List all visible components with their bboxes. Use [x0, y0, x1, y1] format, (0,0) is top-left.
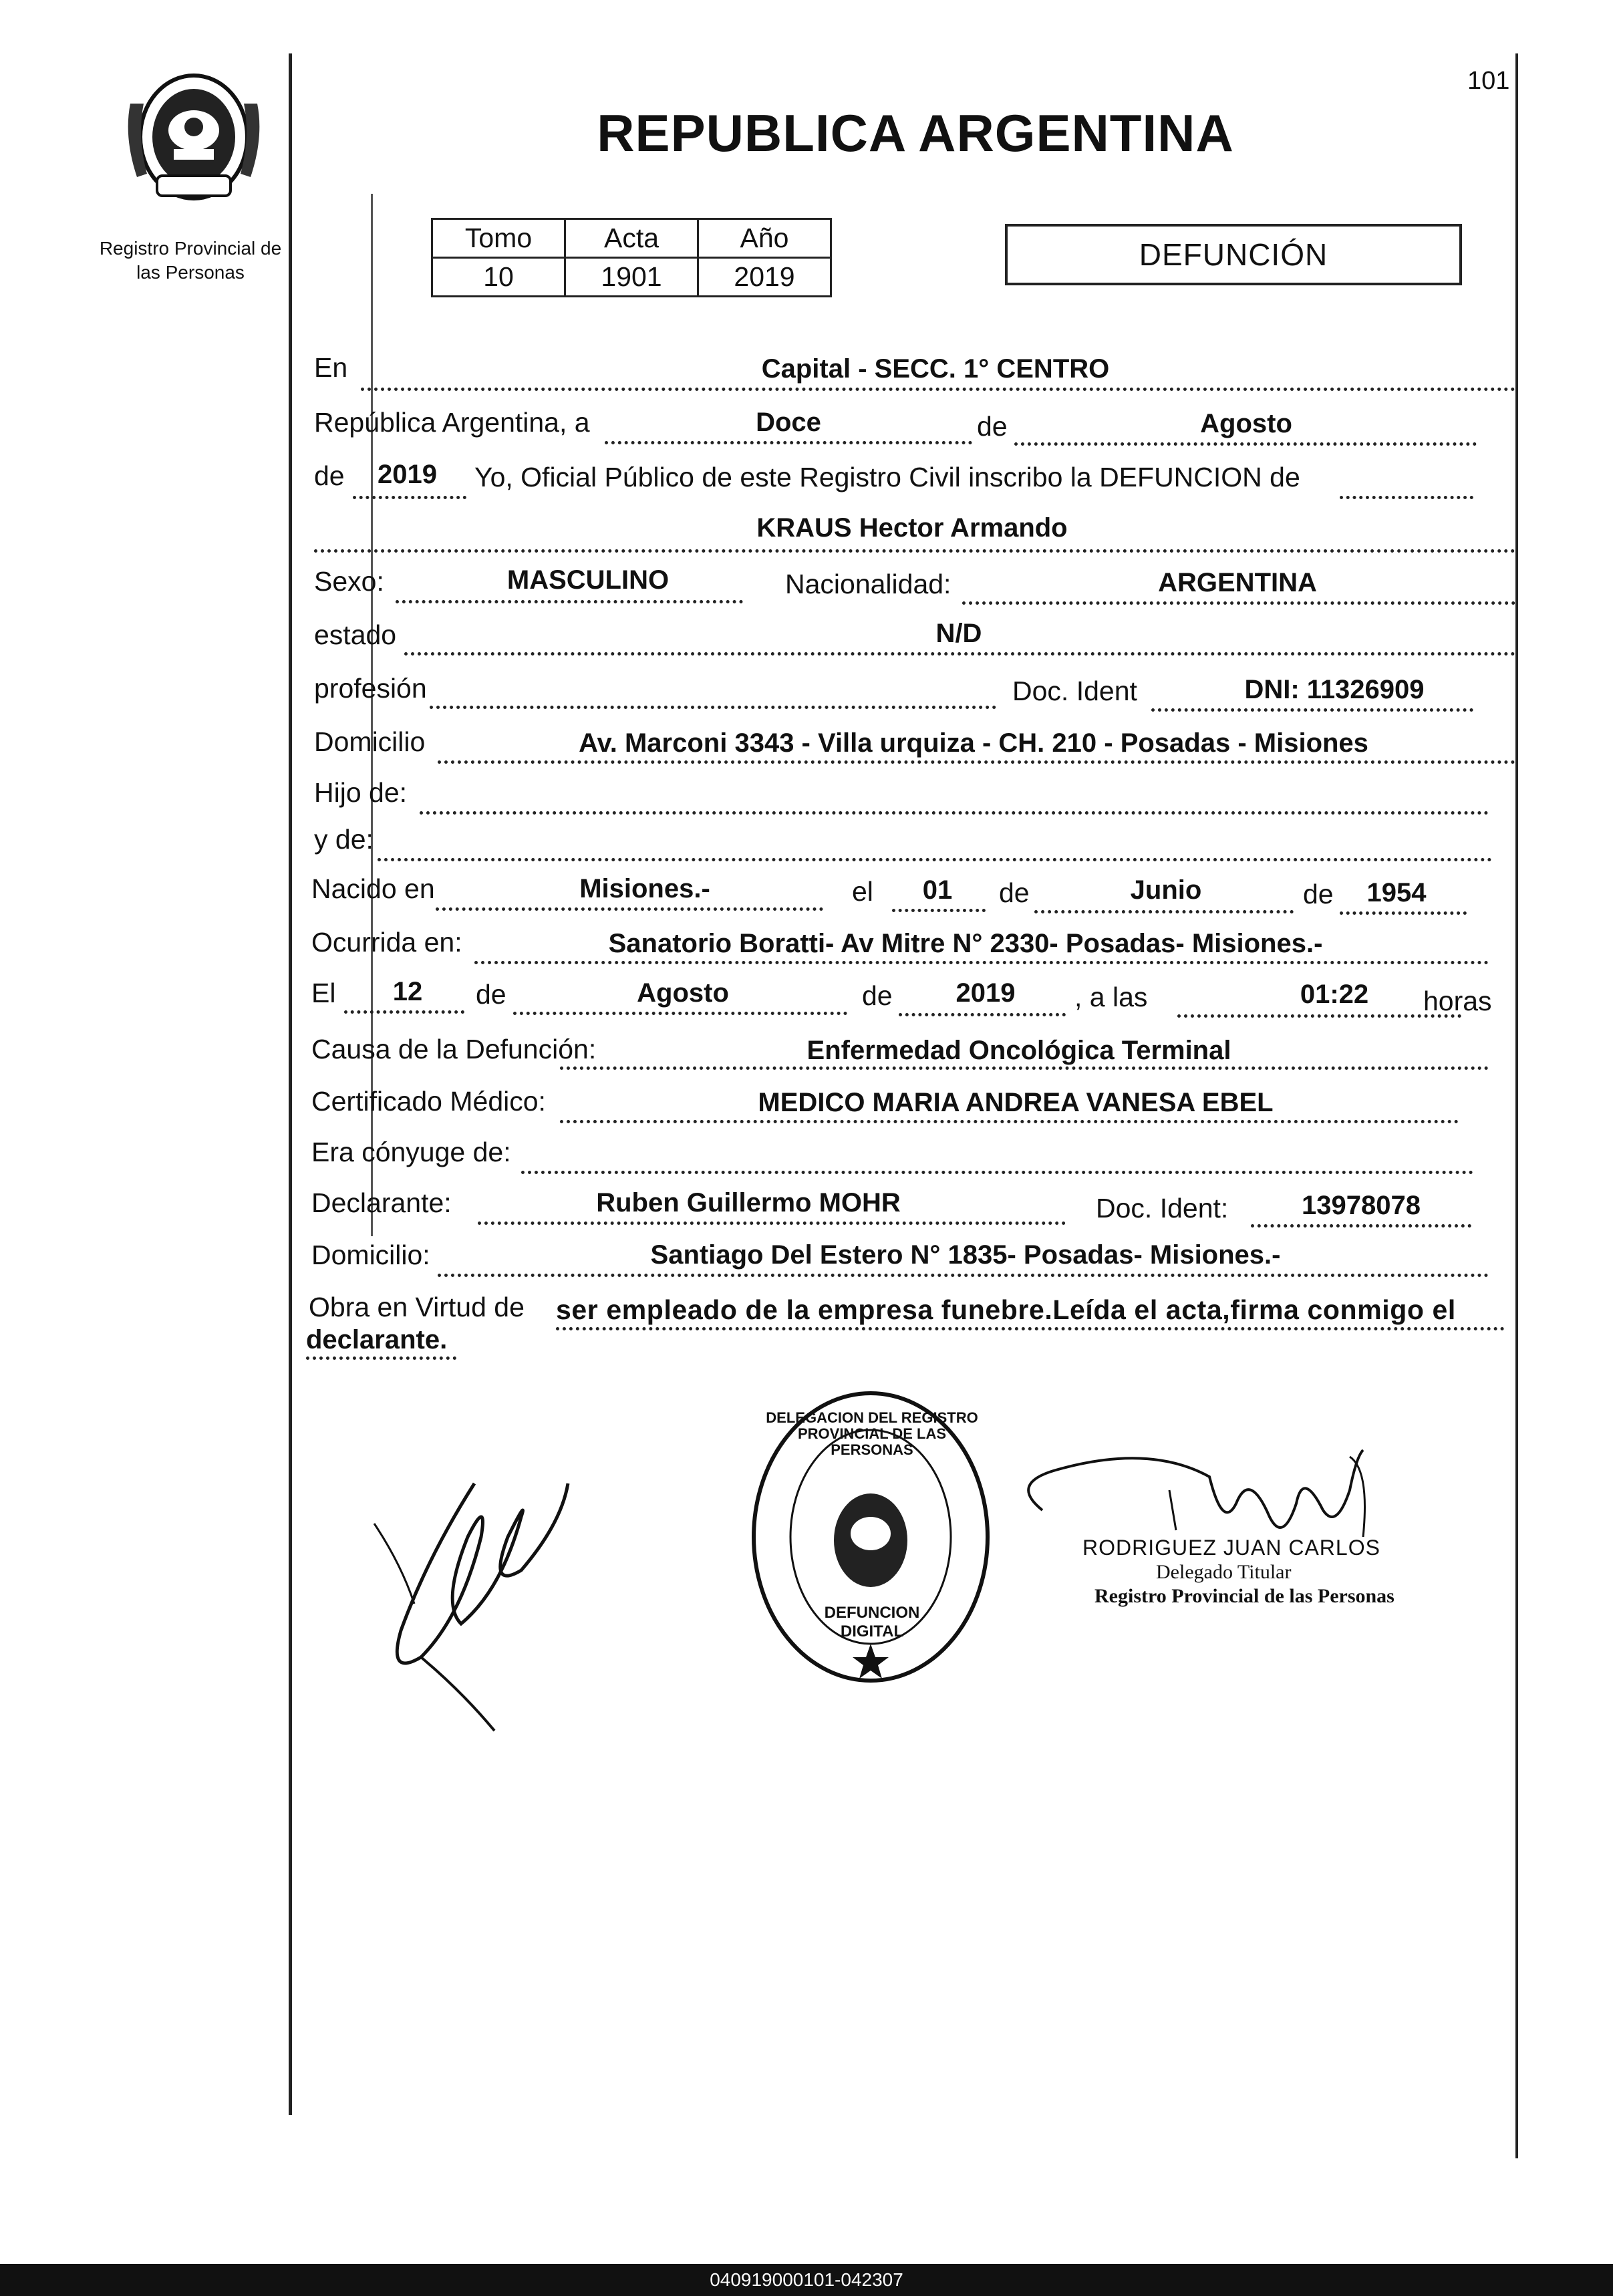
- declarante-domicilio-value: Santiago Del Estero N° 1835- Posadas- Misiones.-: [650, 1240, 1281, 1270]
- nacido-label: Nacido en: [311, 873, 435, 904]
- dotted-line: [1340, 911, 1467, 915]
- causa-label: Causa de la Defunción:: [311, 1034, 597, 1064]
- dotted-line: [353, 496, 466, 499]
- estado-label: estado: [314, 619, 397, 650]
- dotted-line: [314, 549, 1515, 553]
- dotted-line: [438, 760, 1515, 764]
- dotted-line: [478, 1222, 1066, 1225]
- doc-value: DNI: 11326909: [1244, 675, 1425, 704]
- death-month-value: Agosto: [637, 978, 729, 1008]
- de-label: de: [862, 980, 893, 1011]
- de-label: de: [314, 460, 345, 491]
- nacido-dia-value: 01: [922, 875, 953, 905]
- page-title: REPUBLICA ARGENTINA: [597, 104, 1234, 162]
- nacionalidad-label: Nacionalidad:: [785, 569, 951, 599]
- fold-line: [371, 194, 373, 1236]
- dotted-line: [1177, 1014, 1461, 1018]
- day-word-value: Doce: [756, 408, 821, 437]
- signatory-block: [1082, 1535, 1395, 1608]
- dotted-line: [430, 706, 996, 709]
- dotted-line: [1034, 910, 1294, 913]
- estado-value: N/D: [935, 619, 982, 648]
- death-time-value: 01:22: [1300, 980, 1369, 1009]
- dotted-line: [420, 811, 1489, 815]
- anio-value: 2019: [698, 258, 831, 297]
- dotted-line: [560, 1120, 1459, 1123]
- el-label: el: [852, 876, 873, 907]
- acta-value: 1901: [565, 258, 698, 297]
- reference-table: [431, 218, 832, 297]
- profesion-label: profesión: [314, 673, 427, 704]
- alas-label: , a las: [1074, 982, 1148, 1012]
- tomo-value: 10: [432, 258, 565, 297]
- document-type-box: [1005, 224, 1462, 285]
- doc-label: Doc. Ident: [1012, 676, 1137, 706]
- dotted-line: [306, 1356, 456, 1360]
- document-type: DEFUNCIÓN: [1139, 237, 1328, 272]
- domicilio2-label: Domicilio:: [311, 1240, 430, 1270]
- republica-label: República Argentina, a: [314, 407, 590, 438]
- dotted-line: [404, 652, 1515, 656]
- inscribo-text: Yo, Oficial Público de este Registro Civil inscribo la DEFUNCION de: [474, 462, 1300, 492]
- sexo-value: MASCULINO: [506, 565, 670, 595]
- dotted-line: [438, 1274, 1489, 1277]
- sexo-label: Sexo:: [314, 566, 384, 597]
- anio-header: Año: [698, 219, 831, 258]
- de-label: de: [977, 411, 1008, 442]
- dotted-line: [899, 1013, 1066, 1016]
- footer-code: 040919000101-042307: [710, 2269, 903, 2290]
- stamp-inner-text: DEFUNCION DIGITAL: [824, 1604, 920, 1640]
- declarante-doc-value: 13978078: [1302, 1191, 1421, 1220]
- nacido-lugar-value: Misiones.-: [579, 874, 710, 903]
- deceased-name: KRAUS Hector Armando: [756, 513, 1068, 543]
- obra-text-1: ser empleado de la empresa funebre.Leída el acta,firma conmigo el: [556, 1294, 1456, 1325]
- dotted-line: [1014, 442, 1477, 446]
- domicilio-value: Av. Marconi 3343 - Villa urquiza - CH. 210 - Posadas - Misiones: [579, 728, 1368, 758]
- dotted-line: [396, 600, 743, 603]
- de-label: de: [1303, 879, 1334, 909]
- signatory-role: Delegado Titular: [1156, 1561, 1292, 1584]
- year-value: 2019: [378, 460, 437, 489]
- doc2-label: Doc. Ident:: [1096, 1193, 1229, 1224]
- ocurrida-label: Ocurrida en:: [311, 927, 462, 958]
- registry-label-line1: Registro Provincial de: [99, 238, 282, 259]
- ocurrida-value: Sanatorio Boratti- Av Mitre N° 2330- Posadas- Misiones.-: [608, 929, 1323, 958]
- hijo-label: Hijo de:: [314, 777, 408, 808]
- de-label: de: [999, 877, 1030, 908]
- stamp-text: [765, 1410, 979, 1459]
- footer-bar: [0, 2264, 1613, 2296]
- death-year-value: 2019: [956, 978, 1016, 1008]
- acta-header: Acta: [565, 219, 698, 258]
- dotted-line: [378, 858, 1492, 861]
- stamp-inner-label: [795, 1604, 949, 1641]
- domicilio-label: Domicilio: [314, 726, 426, 757]
- dotted-line: [1151, 708, 1473, 712]
- dotted-line: [474, 961, 1489, 964]
- page-number: 101: [1467, 67, 1510, 95]
- horas-label: horas: [1423, 986, 1492, 1016]
- certificado-value: MEDICO MARIA ANDREA VANESA EBEL: [758, 1088, 1274, 1117]
- dotted-line: [1251, 1224, 1471, 1228]
- nacido-anio-value: 1954: [1366, 878, 1427, 907]
- de-label: de: [476, 979, 506, 1010]
- declarante-label: Declarante:: [311, 1187, 452, 1218]
- obra-text-2: declarante.: [306, 1325, 448, 1354]
- month-value: Agosto: [1200, 409, 1292, 438]
- dotted-line: [560, 1066, 1489, 1070]
- signatory-name: RODRIGUEZ JUAN CARLOS: [1082, 1536, 1380, 1560]
- en-label: En: [314, 352, 348, 383]
- dotted-line: [892, 909, 986, 912]
- declarant-signature: [347, 1457, 601, 1737]
- dotted-line: [1340, 496, 1473, 499]
- dotted-line: [436, 907, 823, 911]
- obra-label: Obra en Virtud de: [309, 1292, 525, 1322]
- registry-label: [80, 237, 301, 285]
- stamp-outer-text: DELEGACION DEL REGISTRO PROVINCIAL DE LAS PERSONAS: [766, 1409, 978, 1459]
- left-margin-line: [289, 53, 292, 2115]
- nacido-mes-value: Junio: [1130, 875, 1202, 905]
- registry-label-line2: las Personas: [136, 262, 245, 283]
- signatory-office: Registro Provincial de las Personas: [1094, 1585, 1395, 1608]
- conyuge-label: Era cónyuge de:: [311, 1137, 511, 1167]
- declarante-value: Ruben Guillermo MOHR: [596, 1188, 901, 1217]
- place-value: Capital - SECC. 1° CENTRO: [761, 354, 1110, 384]
- yde-label: y de:: [314, 824, 374, 855]
- certificado-label: Certificado Médico:: [311, 1086, 546, 1117]
- el-cap-label: El: [311, 978, 336, 1008]
- dotted-line: [361, 388, 1515, 391]
- dotted-line: [513, 1012, 847, 1015]
- nacionalidad-value: ARGENTINA: [1158, 568, 1317, 597]
- dotted-line: [521, 1171, 1473, 1174]
- right-margin-line: [1515, 53, 1518, 2158]
- dotted-line: [556, 1327, 1505, 1330]
- dotted-line: [344, 1010, 464, 1014]
- tomo-header: Tomo: [432, 219, 565, 258]
- causa-value: Enfermedad Oncológica Terminal: [806, 1036, 1231, 1065]
- dotted-line: [605, 441, 972, 444]
- dotted-line: [962, 601, 1515, 605]
- death-day-value: 12: [392, 977, 423, 1006]
